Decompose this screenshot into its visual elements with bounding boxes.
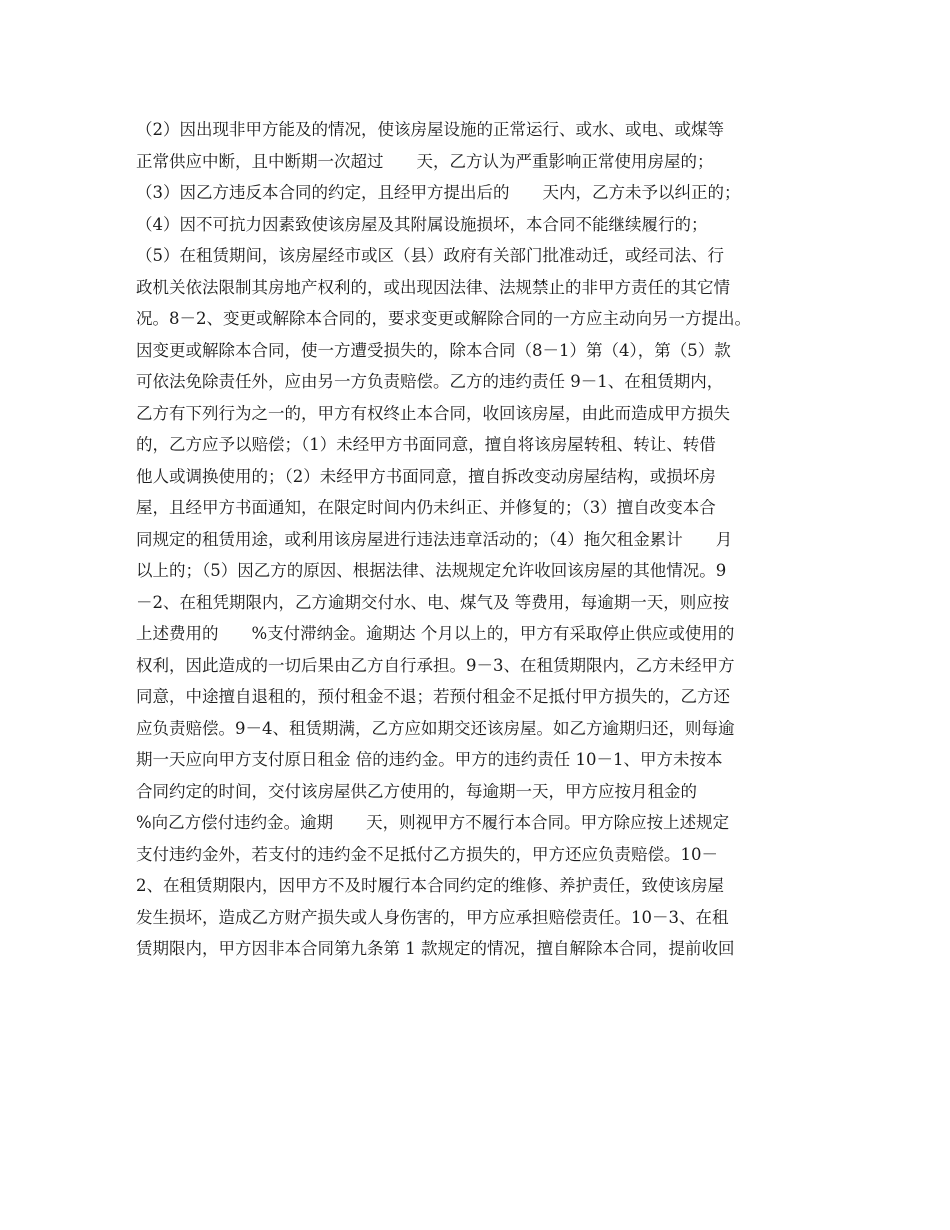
text-line: 2、在租赁期限内，因甲方不及时履行本合同约定的维修、养护责任，致使该房屋 xyxy=(136,876,724,895)
text-line: 合同约定的时间，交付该房屋供乙方使用的，每逾期一天，甲方应按月租金的 xyxy=(136,781,697,801)
text-line: 同规定的租赁用途，或利用该房屋进行违法违章活动的；（4）拖欠租金累计 月 xyxy=(136,529,733,549)
contract-body-text xyxy=(136,114,826,965)
text-line: %向乙方偿付违约金。逾期 天，则视甲方不履行本合同。甲方除应按上述规定 xyxy=(136,813,730,832)
text-line: 正常供应中断，且中断期一次超过 天，乙方认为严重影响正常使用房屋的； xyxy=(136,151,714,171)
text-line: 期一天应向甲方支付原日租金 倍的违约金。甲方的违约责任 10－1、甲方未按本 xyxy=(136,750,723,769)
text-line: 应负责赔偿。9－4、租赁期满，乙方应如期交还该房屋。如乙方逾期归还，则每逾 xyxy=(136,718,735,738)
text-line: 可依法免除责任外，应由另一方负责赔偿。乙方的违约责任 9－1、在租赁期内， xyxy=(136,372,724,391)
text-line: 支付违约金外，若支付的违约金不足抵付乙方损失的，甲方还应负责赔偿。10－ xyxy=(136,844,718,864)
text-line: 同意，中途擅自退租的，预付租金不退；若预付租金不足抵付甲方损失的，乙方还 xyxy=(136,687,730,706)
text-line: 政机关依法限制其房地产权利的，或出现因法律、法规禁止的非甲方责任的其它情 xyxy=(136,277,730,297)
text-line: （4）因不可抗力因素致使该房屋及其附属设施损坏，本合同不能继续履行的； xyxy=(136,214,708,234)
text-line: （3）因乙方违反本合同的约定，且经甲方提出后的 天内，乙方未予以纠正的； xyxy=(136,183,741,202)
text-line: 赁期限内，甲方因非本合同第九条第 1 款规定的情况，擅自解除本合同，提前收回 xyxy=(136,939,735,958)
text-line: 况。8－2、变更或解除本合同的，要求变更或解除合同的一方应主动向另一方提出。 xyxy=(136,309,751,328)
text-line: 权利，因此造成的一切后果由乙方自行承担。9－3、在租赁期限内，乙方未经甲方 xyxy=(136,655,735,675)
text-line: 发生损坏，造成乙方财产损失或人身伤害的，甲方应承担赔偿责任。10－3、在租 xyxy=(136,907,729,927)
text-line: 他人或调换使用的；（2）未经甲方书面同意，擅自拆改变动房屋结构，或损坏房 xyxy=(136,466,716,486)
text-line: 因变更或解除本合同，使一方遭受损失的，除本合同（8－1）第（4），第（5）款 xyxy=(136,340,731,360)
text-line: （5）在租赁期间，该房屋经市或区（县）政府有关部门批准动迁，或经司法、行 xyxy=(136,246,724,265)
text-line: 屋，且经甲方书面通知，在限定时间内仍未纠正、并修复的；（3）擅自改变本合 xyxy=(136,498,716,517)
text-line: 的，乙方应予以赔偿；（1）未经甲方书面同意，擅自将该房屋转租、转让、转借 xyxy=(136,435,716,454)
text-line: 以上的；（5）因乙方的原因、根据法律、法规规定允许收回该房屋的其他情况。9 xyxy=(136,561,727,580)
text-line: 乙方有下列行为之一的，甲方有权终止本合同，收回该房屋，由此而造成甲方损失 xyxy=(136,403,730,423)
text-line: 上述费用的 %支付滞纳金。逾期达 个月以上的，甲方有采取停止供应或使用的 xyxy=(136,624,735,643)
text-line: －2、在租凭期限内，乙方逾期交付水、电、煤气及 等费用，每逾期一天，则应按 xyxy=(136,592,730,612)
text-line: （2）因出现非甲方能及的情况，使该房屋设施的正常运行、或水、或电、或煤等 xyxy=(136,120,724,139)
